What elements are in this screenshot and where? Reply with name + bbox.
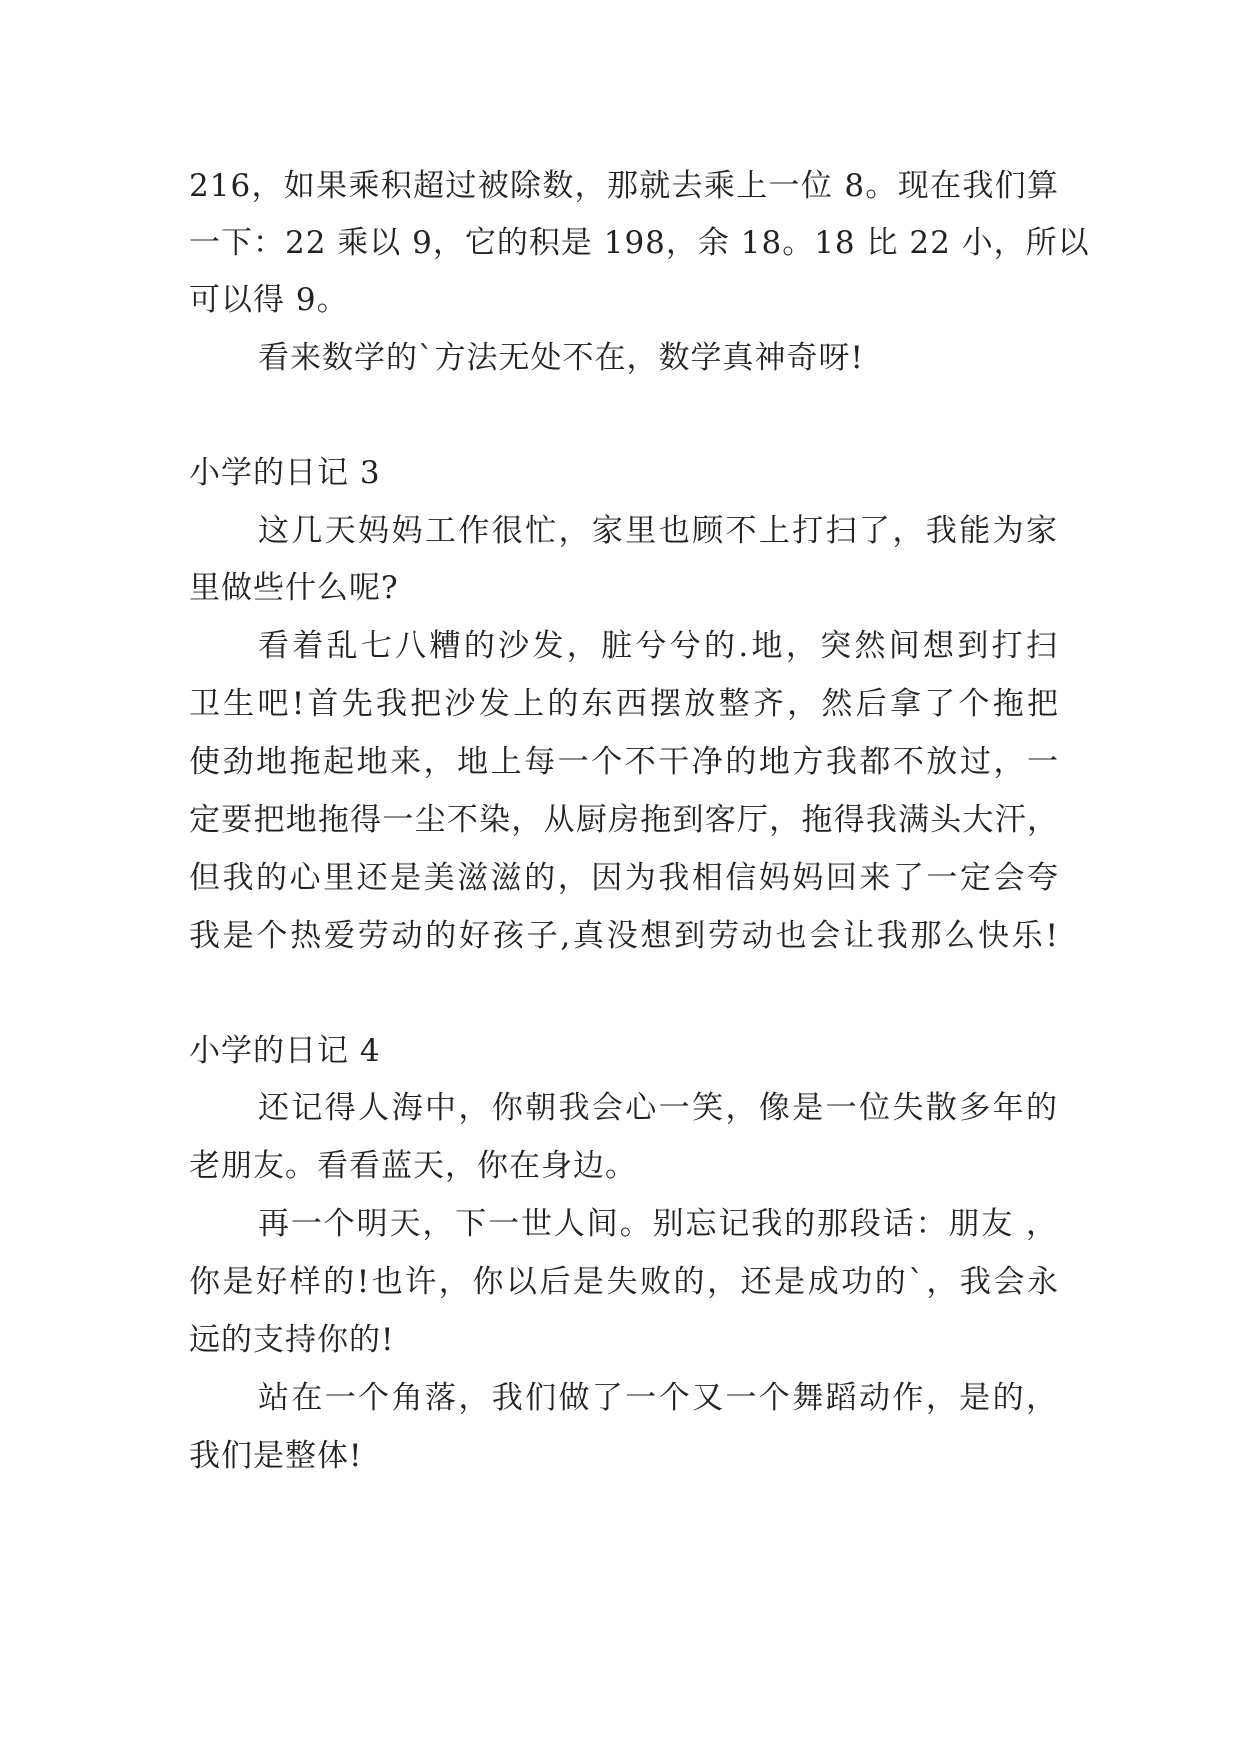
paragraph-line: 定要把地拖得一尘不染，从厨房拖到客厅，拖得我满头大汗， [189, 802, 1059, 838]
paragraph-line: 可以得 9。 [189, 282, 349, 318]
paragraph-line: 还记得人海中，你朝我会心一笑，像是一位失散多年的 [258, 1090, 1058, 1126]
paragraph-line: 我们是整体! [189, 1438, 363, 1474]
paragraph-line: 再一个明天，下一世人间。别忘记我的那段话：朋友 ， [258, 1206, 1058, 1242]
paragraph-line: 看着乱七八糟的沙发，脏兮兮的.地，突然间想到打扫 [258, 628, 1058, 664]
section-heading: 小学的日记 3 [189, 455, 381, 491]
paragraph-line: 远的支持你的! [189, 1322, 395, 1358]
paragraph-line: 你是好样的!也许，你以后是失败的，还是成功的`，我会永 [189, 1264, 1059, 1300]
paragraph-line: 使劲地拖起地来，地上每一个不干净的地方我都不放过，一 [189, 744, 1059, 780]
paragraph-line: 但我的心里还是美滋滋的，因为我相信妈妈回来了一定会夸 [189, 860, 1059, 896]
paragraph-line: 老朋友。看看蓝天，你在身边。 [189, 1148, 637, 1184]
paragraph-line: 这几天妈妈工作很忙，家里也顾不上打扫了，我能为家 [258, 513, 1058, 549]
paragraph-line: 卫生吧!首先我把沙发上的东西摆放整齐，然后拿了个拖把 [189, 686, 1059, 722]
paragraph-line: 一下：22 乘以 9，它的积是 198，余 18。18 比 22 小，所以 [189, 225, 1090, 261]
paragraph-line: 216，如果乘积超过被除数，那就去乘上一位 8。现在我们算 [189, 168, 1059, 204]
paragraph-line: 看来数学的`方法无处不在，数学真神奇呀! [258, 340, 864, 376]
paragraph-line: 站在一个角落，我们做了一个又一个舞蹈动作，是的， [258, 1380, 1058, 1416]
paragraph-line: 里做些什么呢? [189, 570, 399, 606]
paragraph-line: 我是个热爱劳动的好孩子,真没想到劳动也会让我那么快乐! [189, 918, 1059, 954]
section-heading: 小学的日记 4 [189, 1033, 381, 1069]
